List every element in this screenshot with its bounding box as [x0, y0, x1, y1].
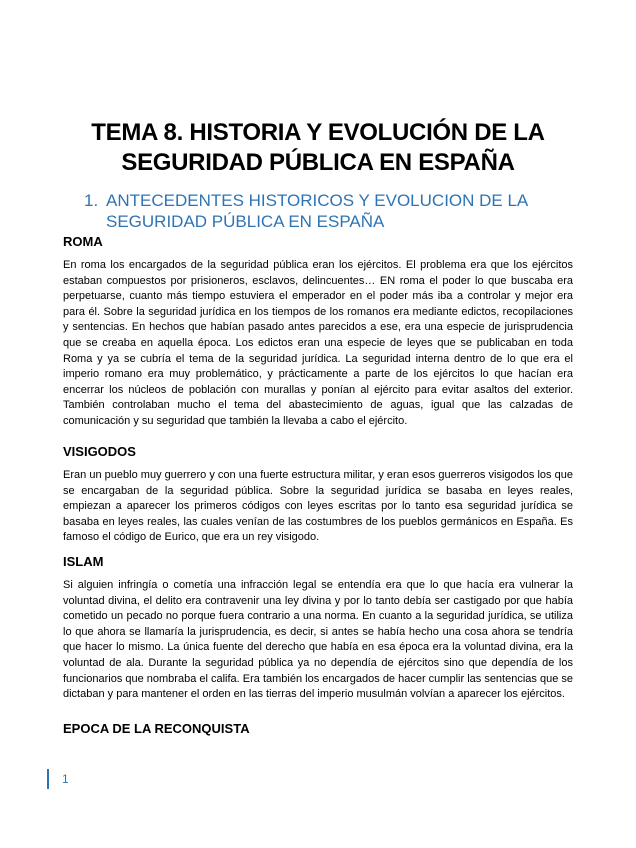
- paragraph-roma: En roma los encargados de la seguridad pública eran los ejércitos. El problema era que los ejércitos estaban compuestos por prisioneros, esclavos, delincuentes… EN roma el poder lo que buscaba era perpetuarse, cuanto más tiempo estuviera el emperador en el poder más iba a controlar y mejor era para él. Sobre la seguridad jurídica en los tiempos de los romanos era mediante edictos, recopilaciones y sentencias. En hechos que habían pasado antes parecidos a ese, era una especie de jurisprudencia que se creaba en aquella época. Los edictos eran una especie de leyes que se publicaban en toda Roma y ya se cubría el tema de la seguridad jurídica. La seguridad interna dentro de lo que era el imperio romano era muy problemático, y prácticamente a parte de los ejércitos lo que hacían era encerrar los núcleos de población con murallas y ponían al ejército para evitar asaltos del exterior. También controlaban mucho el tema del abastecimiento de aguas, igual que las calzadas de comunicación y su seguridad que también la llevaba a cabo el ejército.: [63, 259, 573, 427]
- heading-visigodos: VISIGODOS: [63, 444, 136, 459]
- heading-roma: ROMA: [63, 234, 103, 249]
- page-number: 1: [62, 772, 69, 786]
- paragraph-visigodos: Eran un pueblo muy guerrero y con una fuerte estructura militar, y eran esos guerreros visigodos los que se encargaban de la seguridad pública. Sobre la seguridad jurídica se basaba en leyes reales, empiezan a aparecer los primeros códigos con leyes escritas por lo tanto esa seguridad jurídica se basaba en leyes reales, las cuales venían de las costumbres de los pueblos germánicos en España. Es famoso el código de Eurico, que era un rey visigodo.: [63, 469, 573, 544]
- heading-reconquista: EPOCA DE LA RECONQUISTA: [63, 721, 250, 736]
- subtitle-number: 1.: [84, 191, 99, 210]
- paragraph-islam: Si alguien infringía o cometía una infracción legal se entendía era que lo que hacía era vulnerar la voluntad divina, el delito era contravenir una ley divina y por lo tanto debía ser castigado por que había cometido un pecado no porque fuera contrario a una norma. En cuanto a la seguridad jurídica, se utiliza lo que ahora se llamaría la jurisprudencia, es decir, si antes se había hecho una cosa ahora se tendría que hacer lo mismo. La única fuente del derecho que había en esa época era la voluntad divina, era la voluntad de ala. Durante la seguridad pública ya no dependía de ejércitos sino que dependía de los funcionarios que nombraba el califa. Era también los encargados de hacer cumplir las sentencias que se dictaban y para mantener el orden en las tierras del imperio musulmán volvían a aparecer los ejércitos.: [63, 579, 573, 701]
- section-subtitle: [84, 190, 554, 232]
- subtitle-text: ANTECEDENTES HISTORICOS Y EVOLUCION DE LA SEGURIDAD PÚBLICA EN ESPAÑA: [106, 191, 528, 231]
- heading-islam: ISLAM: [63, 554, 104, 569]
- document-title: TEMA 8. HISTORIA Y EVOLUCIÓN DE LA SEGURIDAD PÚBLICA EN ESPAÑA: [91, 119, 545, 176]
- footer-accent-bar: [47, 769, 49, 789]
